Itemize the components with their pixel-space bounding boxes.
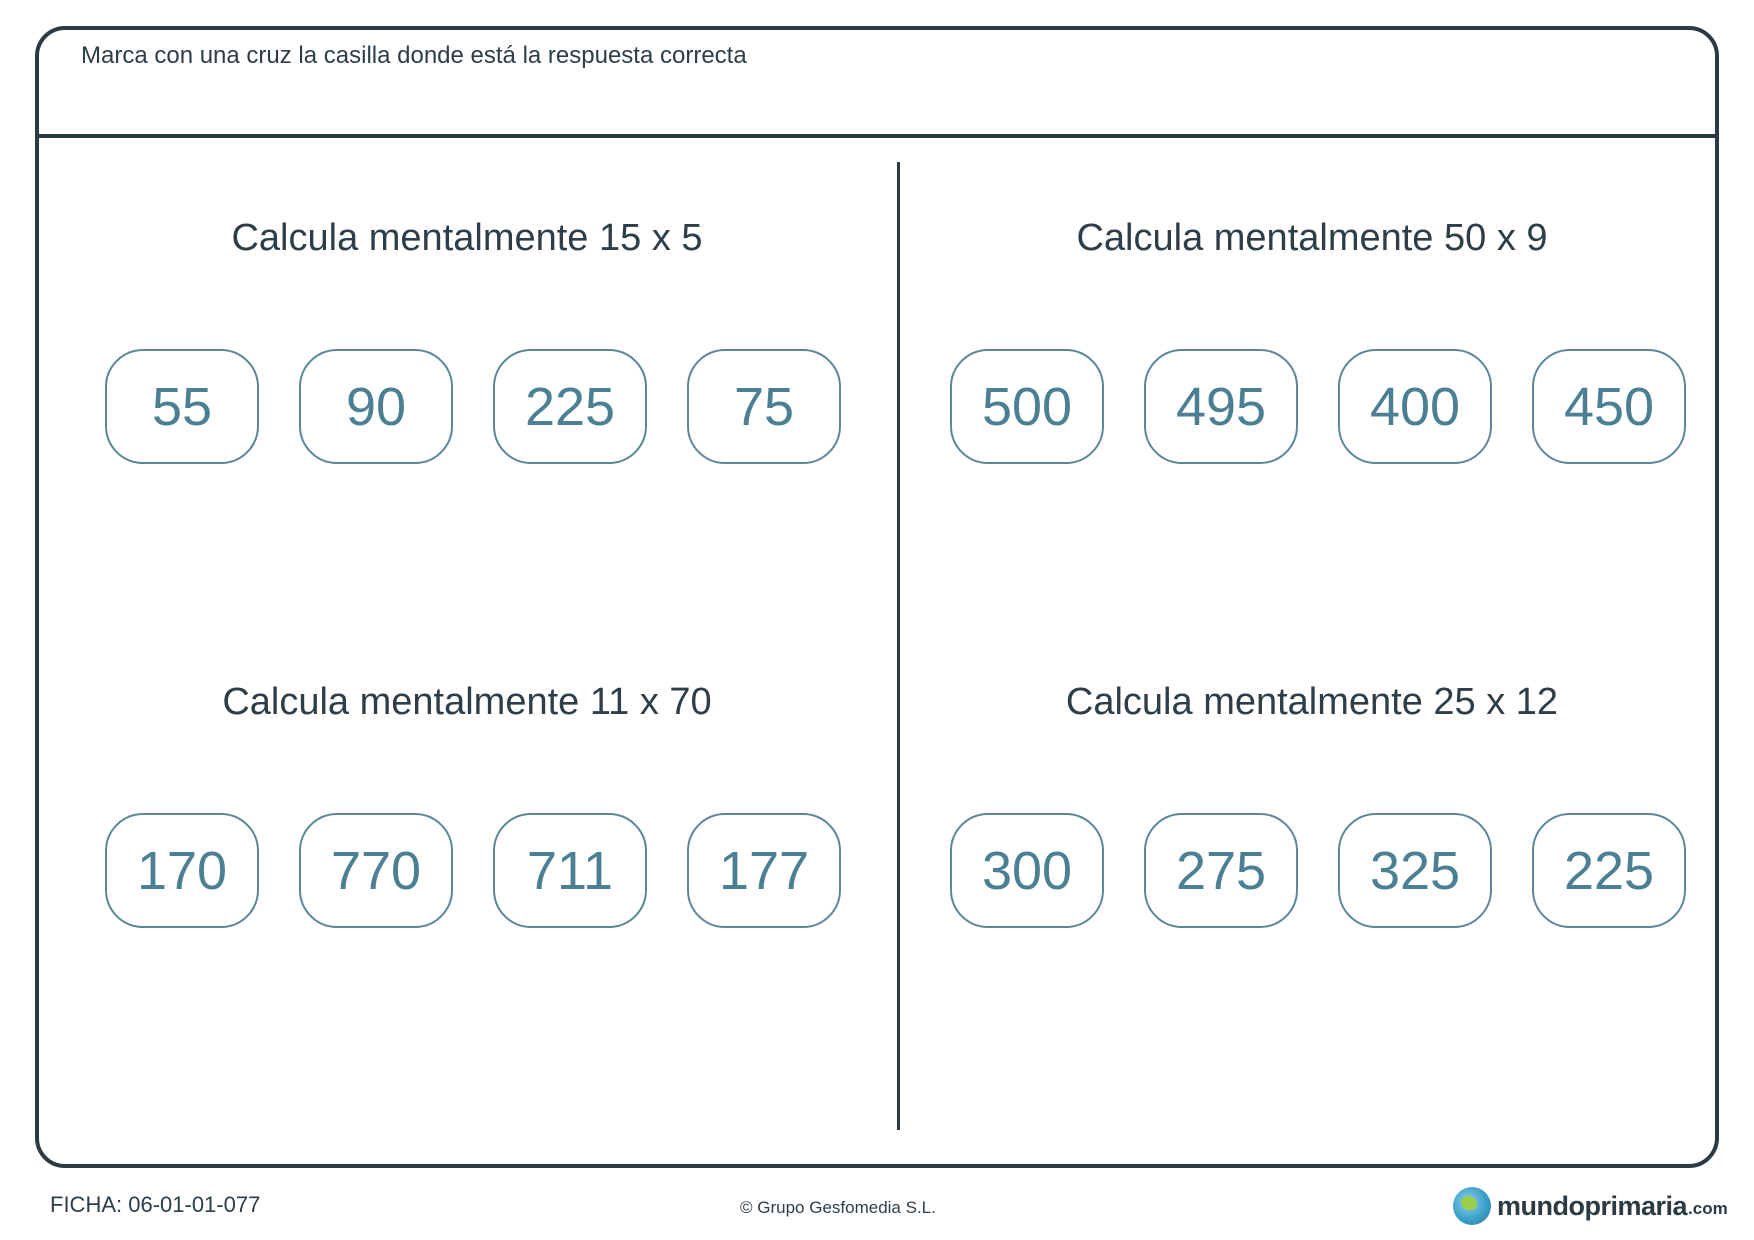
worksheet-frame	[35, 26, 1719, 1168]
header-divider	[39, 134, 1715, 138]
exercise-2-question: Calcula mentalmente 50 x 9	[1076, 217, 1548, 259]
exercise-2-option-4[interactable]: 450	[1532, 349, 1686, 464]
exercise-4-option-4[interactable]: 225	[1532, 813, 1686, 928]
exercise-3-question: Calcula mentalmente 11 x 70	[222, 681, 712, 723]
globe-icon	[1453, 1187, 1491, 1225]
exercise-3-option-4[interactable]: 177	[687, 813, 841, 928]
exercise-2-option-3[interactable]: 400	[1338, 349, 1492, 464]
exercise-2-option-2[interactable]: 495	[1144, 349, 1298, 464]
exercise-1-option-3[interactable]: 225	[493, 349, 647, 464]
exercise-2	[912, 213, 1712, 437]
exercise-4	[912, 677, 1712, 901]
logo-name: mundoprimaria	[1497, 1190, 1688, 1221]
exercise-4-option-2[interactable]: 275	[1144, 813, 1298, 928]
exercise-1	[67, 213, 867, 437]
column-divider	[897, 162, 900, 1130]
exercise-3-option-2[interactable]: 770	[299, 813, 453, 928]
exercise-1-option-4[interactable]: 75	[687, 349, 841, 464]
ficha-code: FICHA: 06-01-01-077	[50, 1192, 261, 1217]
exercise-4-question: Calcula mentalmente 25 x 12	[1065, 681, 1559, 723]
exercise-4-option-3[interactable]: 325	[1338, 813, 1492, 928]
exercise-3	[67, 677, 867, 901]
instruction-text: Marca con una cruz la casilla donde está la respuesta correcta	[81, 42, 747, 69]
copyright-text: © Grupo Gesfomedia S.L.	[740, 1198, 936, 1217]
exercise-1-option-2[interactable]: 90	[299, 349, 453, 464]
logo-domain: .com	[1688, 1199, 1728, 1218]
exercise-2-option-1[interactable]: 500	[950, 349, 1104, 464]
exercise-4-option-1[interactable]: 300	[950, 813, 1104, 928]
exercise-1-question: Calcula mentalmente 15 x 5	[231, 217, 703, 259]
mundoprimaria-logo[interactable]	[1453, 1187, 1728, 1225]
exercise-1-option-1[interactable]: 55	[105, 349, 259, 464]
exercise-3-option-3[interactable]: 711	[493, 813, 647, 928]
exercise-3-option-1[interactable]: 170	[105, 813, 259, 928]
